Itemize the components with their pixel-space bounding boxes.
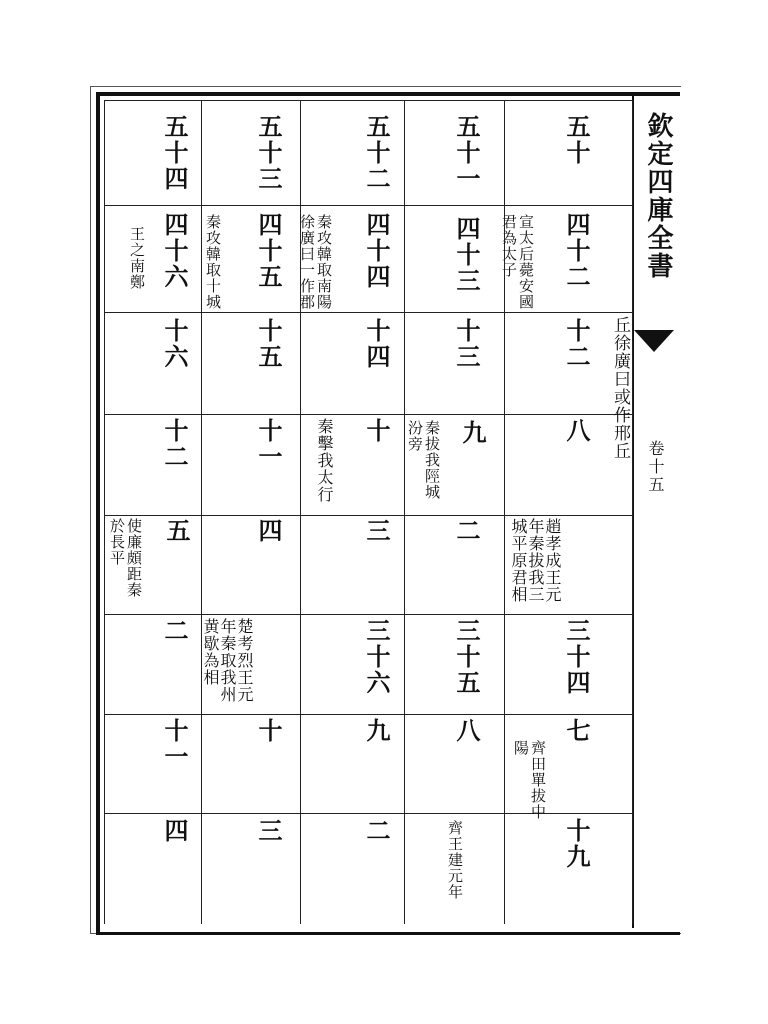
cell-c1-r4: 二: [452, 518, 481, 544]
cell-c2-r7: 二: [362, 818, 391, 844]
cell-c4-r4: 五: [162, 518, 191, 544]
cell-c1-r6: 八: [452, 718, 481, 744]
note-c0-r4: 趙孝成王元年秦拔我三城平原君相: [509, 518, 562, 603]
cell-c4-r7: 四: [160, 818, 189, 844]
cell-c3-r7: 三: [254, 818, 283, 844]
cell-c2-r5: 三十六: [362, 618, 391, 696]
cell-c2-r3: 十: [362, 418, 391, 444]
note-c2-r3: 秦擊我太行: [315, 418, 334, 503]
note-c0-r1: 宣太后薨安國君為太子: [500, 214, 535, 310]
volume-label: 卷十五: [646, 440, 665, 494]
cell-c0-r2: 十二: [562, 318, 591, 370]
cell-c1-r0: 五十一: [452, 114, 481, 192]
cell-c0-r6: 七: [562, 718, 591, 744]
cell-c4-r3: 十二: [160, 418, 189, 470]
note-c1-r3: 秦拔我陘城汾旁: [406, 420, 441, 500]
cell-c1-r3: 九: [458, 420, 487, 446]
cell-c3-r1: 四十五: [254, 212, 283, 290]
cell-c1-r5: 三十五: [452, 618, 481, 696]
cell-c4-r1: 四十六: [160, 212, 189, 290]
fish-tail-mark: [634, 330, 674, 352]
cell-c4-r5: 二: [160, 618, 189, 644]
cell-c2-r1: 四十四: [362, 212, 391, 290]
cell-c3-r2: 十五: [254, 318, 283, 370]
cell-c2-r4: 三: [362, 518, 391, 544]
cell-c4-r0: 五十四: [160, 114, 189, 192]
cell-c0-r0: 五十: [562, 114, 591, 166]
cell-c3-r0: 五十三: [254, 114, 283, 192]
cell-c0-r1: 四十二: [562, 212, 591, 290]
cell-c1-r2: 十三: [452, 318, 481, 370]
cell-c1-r1: 四十三: [452, 216, 481, 294]
cell-c0-r7: 十九: [562, 818, 591, 870]
note-c2-r1: 秦攻韓取南陽徐廣曰一作郡: [298, 214, 333, 310]
note-c4-r1: 王之南鄭: [128, 226, 146, 290]
cell-c4-r2: 十六: [160, 318, 189, 370]
cell-c0-r5: 三十四: [562, 618, 591, 696]
note-c4-r4: 使廉頗距秦於長平: [108, 518, 143, 598]
cell-c3-r6: 十: [254, 718, 283, 744]
book-title: 欽定四庫全書: [643, 112, 673, 280]
note-c3-r1: 秦攻韓取十城: [204, 214, 222, 310]
cell-c3-r3: 十一: [254, 418, 283, 470]
margin-note: 丘徐廣曰或作邢丘: [610, 316, 630, 460]
cell-c4-r6: 十一: [160, 718, 189, 770]
note-c0-r6: 齊田單拔中陽: [512, 740, 547, 820]
cell-c2-r2: 十四: [362, 318, 391, 370]
note-c1-r7: 齊王建元年: [446, 820, 464, 900]
cell-c2-r6: 九: [362, 718, 391, 744]
cell-c0-r3: 八: [562, 418, 591, 444]
cell-c2-r0: 五十二: [362, 114, 391, 192]
cell-c3-r4: 四: [254, 518, 283, 544]
note-c3-r5: 楚考烈王元年秦取我州黄歇為相: [201, 618, 254, 703]
